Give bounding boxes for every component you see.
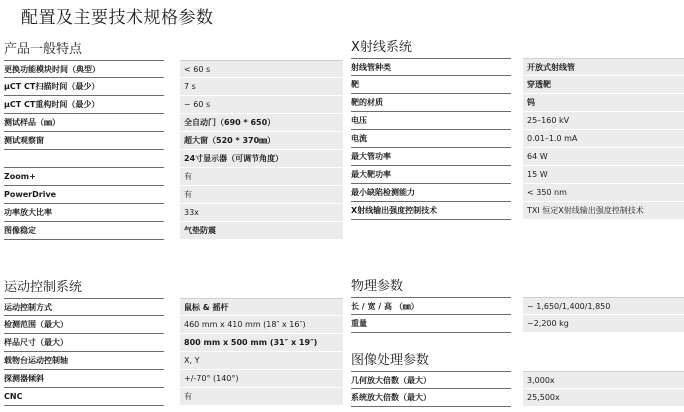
spec-label: 最小缺陷检测能力 [351,184,511,202]
spec-value: 全自动门（690 * 650） [180,114,343,132]
spec-label: 样品尺寸（最大） [4,334,164,352]
spec-label: 长 / 宽 / 高 （㎜） [351,297,511,315]
table-row [4,370,239,388]
table-row [351,148,548,166]
spec-label: X射线输出强度控制技术 [351,202,511,220]
spec-value: 有 [180,388,343,406]
table-row [4,316,306,334]
table-row [4,60,211,78]
spec-value: TXI 恒定X射线输出强度控制技术 [523,202,684,220]
spec-value: < 60 s [180,60,343,78]
spec-label: 测试样品（㎜） [4,114,164,132]
spec-label: 射线管种类 [351,58,511,76]
spec-table [4,298,318,406]
spec-value: 800 mm x 500 mm (31″ x 19″) [180,334,343,352]
section-title: 图像处理参数 [351,353,430,368]
table-row [4,222,216,240]
spec-label: PowerDrive [4,186,164,204]
general-features-section [4,40,284,240]
table-row [351,184,567,202]
table-row [351,94,535,112]
table-row [4,334,318,352]
spec-value: 3,000x [523,371,684,389]
spec-value: 超大窗（520 * 370㎜） [180,132,343,150]
table-row [4,186,192,204]
table-row [4,298,229,316]
motion-control-section [4,278,318,406]
table-row [4,352,200,370]
spec-label: 测试观察窗 [4,132,164,150]
table-row [351,371,555,389]
spec-value: X, Y [180,352,343,370]
section-title: X射线系统 [351,40,412,55]
table-row [4,132,276,150]
spec-table [351,58,644,220]
spec-label: CNC [4,388,164,406]
spec-label: 靶的材质 [351,94,511,112]
spec-label: 最大管功率 [351,148,511,166]
page-title: 配置及主要技术规格参数 [21,8,214,28]
table-row [4,388,192,406]
spec-table [4,60,284,240]
spec-label: 图像稳定 [4,222,164,240]
section-title: 运动控制系统 [4,280,83,295]
spec-label: 靶 [351,76,511,94]
spec-value: 25–160 kV [523,112,684,130]
table-row [351,202,644,220]
spec-value: 开放式射线管 [523,58,684,76]
spec-label: 载物台运动控制轴 [4,352,164,370]
spec-value: ~ 60 s [180,96,343,114]
image-processing-section [351,351,560,407]
spec-label: 运动控制方式 [4,298,164,316]
spec-value: +/-70° (140°) [180,370,343,388]
spec-value: 穿透靶 [523,76,684,94]
table-row [4,168,192,186]
spec-value: 64 W [523,148,684,166]
spec-label: 功率放大比率 [4,204,164,222]
spec-label: 检测范围（最大） [4,316,164,334]
spec-label: Zoom+ [4,168,164,186]
table-row [351,389,560,407]
spec-value: 0.01–1.0 mA [523,130,684,148]
table-row [4,204,199,222]
spec-label: 电流 [351,130,511,148]
spec-value: 15 W [523,166,684,184]
spec-label: μCT CT重构时间（最少） [4,96,164,114]
spec-label [4,150,164,168]
table-row [4,78,196,96]
spec-label: 更换功能模块时间（典型） [4,60,164,78]
table-row [351,130,578,148]
section-title: 产品一般特点 [4,42,83,57]
table-row [4,150,284,168]
physical-params-section [351,277,611,333]
table-row [351,297,611,315]
spec-value: 25,500x [523,389,684,407]
spec-value: 气垫防震 [180,222,343,240]
spec-value: < 350 nm [523,184,684,202]
table-row [351,76,551,94]
spec-label: 最大靶功率 [351,166,511,184]
spec-value: 460 mm x 410 mm (18″ x 16″) [180,316,343,334]
table-row [4,96,211,114]
spec-table [351,297,611,333]
spec-label: 系统放大倍数（最大） [351,389,511,407]
spec-label: 几何放大倍数（最大） [351,371,511,389]
spec-label: 探测器倾斜 [4,370,164,388]
spec-value: 有 [180,186,343,204]
spec-value: ~2,200 kg [523,315,684,333]
spec-value: 24寸显示器（可调节角度） [180,150,343,168]
spec-value: 钨 [523,94,684,112]
spec-value: 有 [180,168,343,186]
table-row [4,114,276,132]
spec-value: 鼠标 & 摇杆 [180,298,343,316]
table-row [351,112,570,130]
spec-value: ~ 1,650/1,400/1,850 [523,297,684,315]
table-row [351,315,569,333]
spec-value: 7 s [180,78,343,96]
spec-label: 电压 [351,112,511,130]
spec-label: μCT CT扫描时间（最少） [4,78,164,96]
table-row [351,58,575,76]
xray-system-section [351,38,644,220]
spec-table [351,371,560,407]
spec-value: 33x [180,204,343,222]
spec-label: 重量 [351,315,511,333]
table-row [351,166,548,184]
section-title: 物理参数 [351,279,404,294]
